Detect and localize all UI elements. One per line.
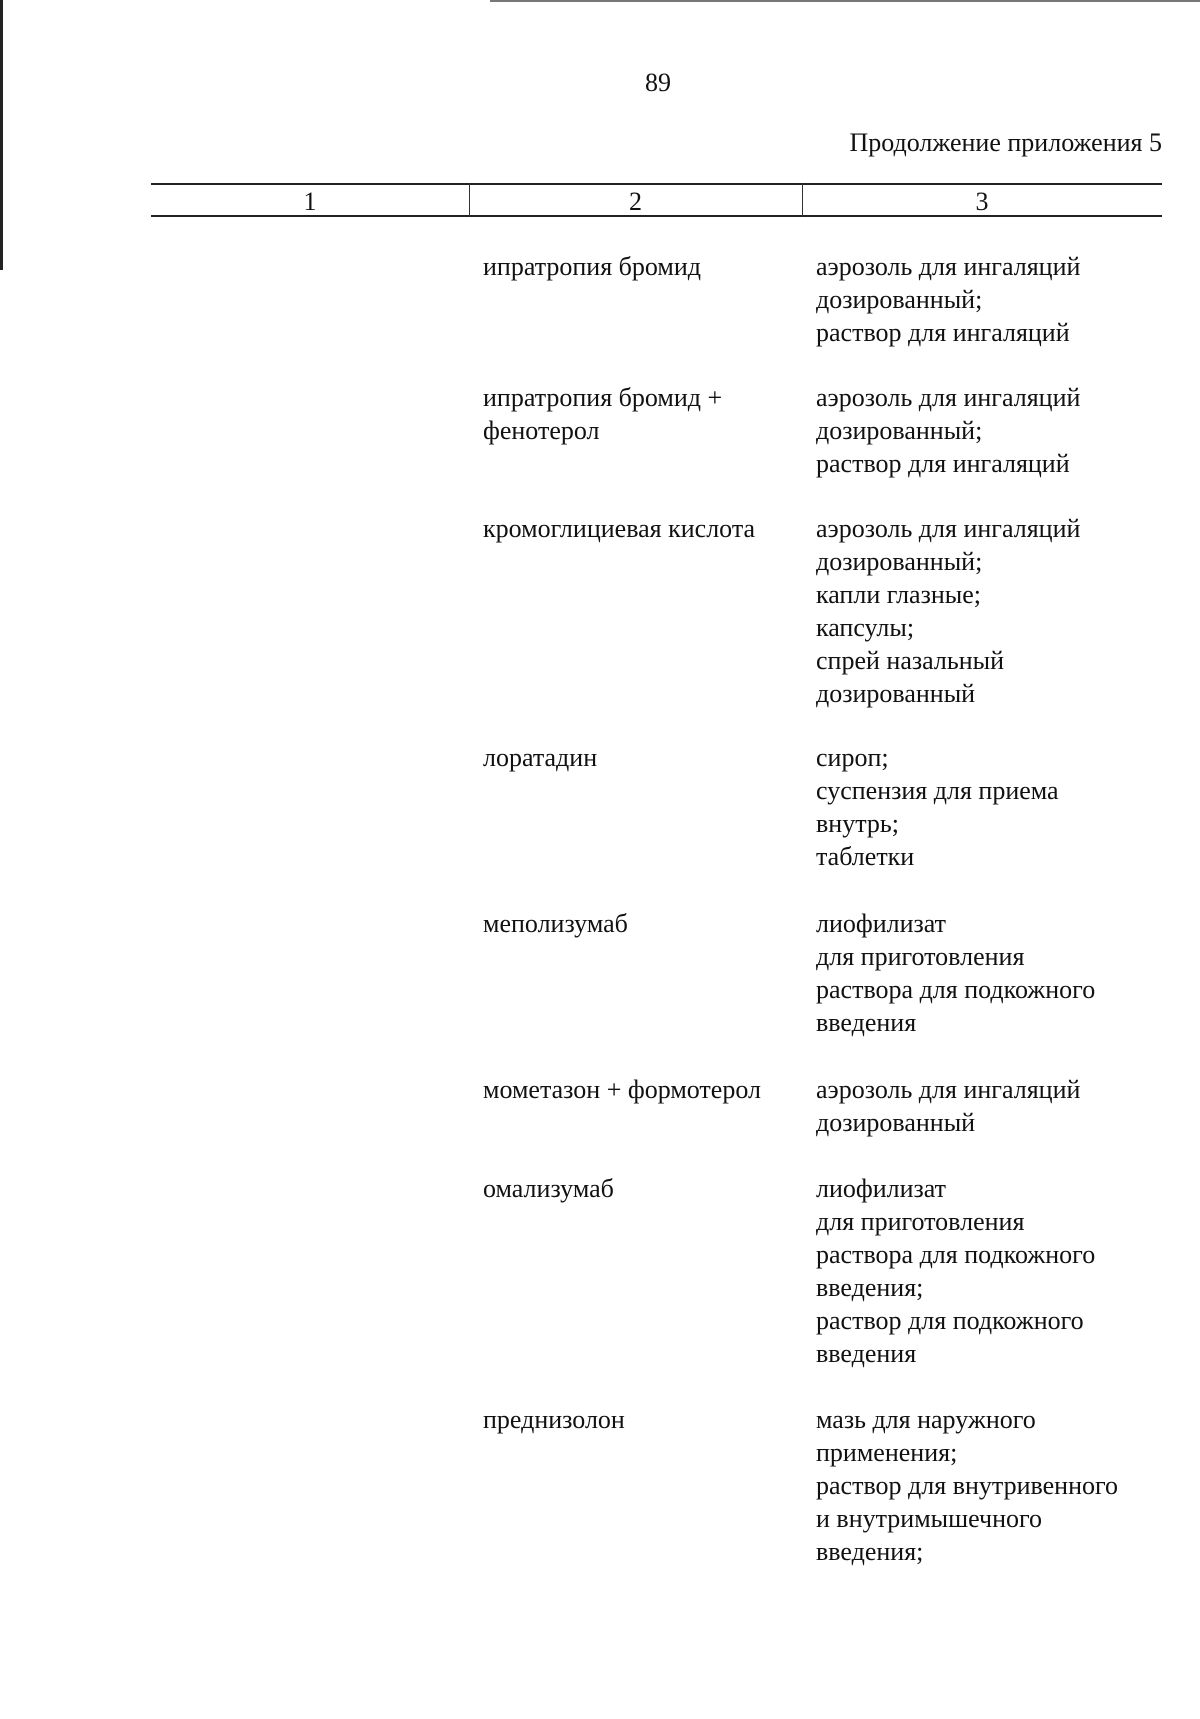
dosage-forms: лиофилизат для приготовления раствора для подкожного введения; раствор для подкожного введения (816, 1174, 1096, 1368)
drug-name: преднизолон (483, 1405, 625, 1434)
drug-name: кромоглициевая кислота (483, 514, 756, 543)
page-number: 89 (645, 68, 671, 97)
dosage-forms: аэрозоль для ингаляций дозированный; раствор для ингаляций (816, 383, 1081, 478)
dosage-forms: сироп; суспензия для приема внутрь; таблетки (816, 743, 1059, 871)
dosage-forms: аэрозоль для ингаляций дозированный; раствор для ингаляций (816, 252, 1081, 347)
drug-name: лоратадин (483, 743, 598, 772)
scan-top-line (490, 0, 1200, 2)
drug-name: мометазон + формотерол (483, 1075, 761, 1104)
column-header-3: 3 (975, 187, 989, 216)
scan-edge (0, 0, 3, 270)
column-header-2: 2 (629, 187, 642, 216)
drug-name: меполизумаб (483, 909, 628, 938)
continuation-caption: Продолжение приложения 5 (849, 128, 1162, 157)
dosage-forms: лиофилизат для приготовления раствора для подкожного введения (816, 909, 1096, 1037)
dosage-forms: аэрозоль для ингаляций дозированный; капли глазные; капсулы; спрей назальный дозированный (816, 514, 1081, 708)
dosage-forms: мазь для наружного применения; раствор для внутривенного и внутримышечного введения; (816, 1405, 1118, 1566)
drug-name: ипратропия бромид + фенотерол (483, 383, 723, 445)
drug-name: ипратропия бромид (483, 252, 701, 281)
drug-name: омализумаб (483, 1174, 614, 1203)
column-header-1: 1 (303, 187, 317, 216)
dosage-forms: аэрозоль для ингаляций дозированный (816, 1075, 1081, 1137)
